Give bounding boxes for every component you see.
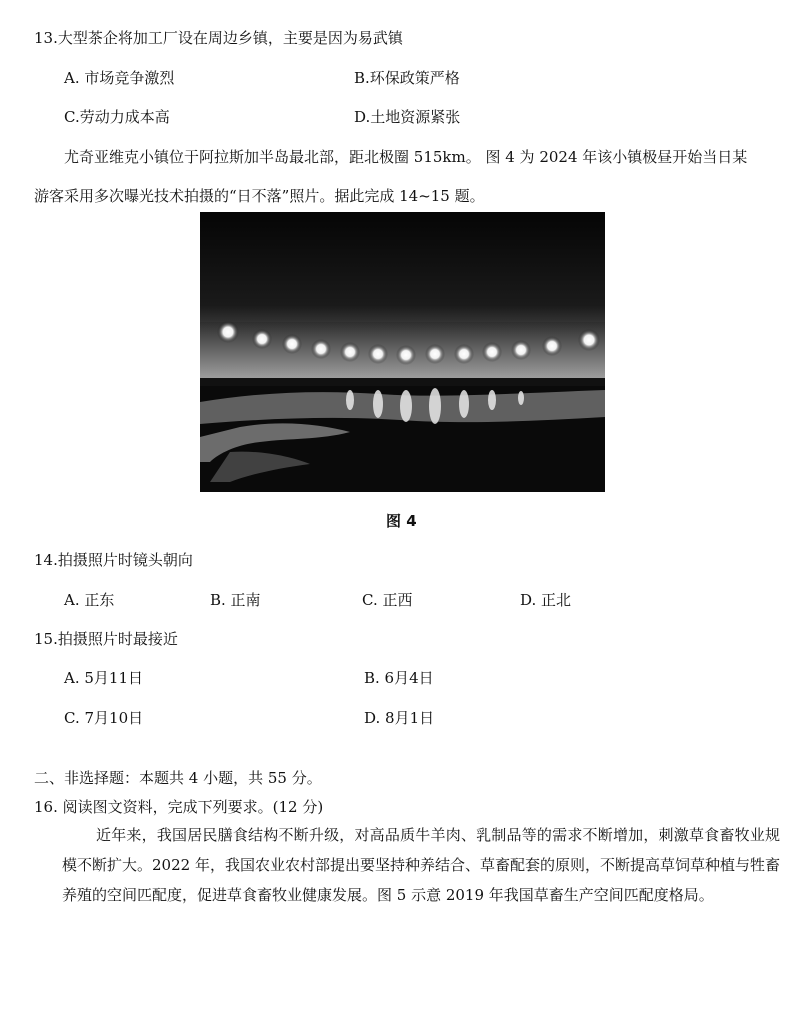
- photo-illustration: [200, 212, 605, 492]
- q16-paragraph: 近年来，我国居民膳食结构不断升级，对高品质牛羊肉、乳制品等的需求不断增加，刺激草食畜牧业规模不断扩大。2022 年，我国农业农村部提出要坚持种养结合、草畜配套的原则，不断提高草饲草种植与牲畜养殖的空间匹配度，促进草食畜牧业健康发展。图 5 示意 2019 年我国草畜生产空间匹配度格局。: [62, 826, 780, 904]
- q15-option-a: A. 5月11日: [64, 669, 143, 687]
- q14-stem: 14.拍摄照片时镜头朝向: [34, 551, 193, 569]
- q15-stem: 15.拍摄照片时最接近: [34, 630, 178, 648]
- q15-option-c: C. 7月10日: [64, 709, 144, 727]
- figure-caption: 图 4: [386, 512, 417, 530]
- q14-option-d: D. 正北: [520, 591, 572, 609]
- q13-stem: 13.大型茶企将加工厂设在周边乡镇，主要是因为易武镇: [34, 29, 403, 47]
- q15-option-d: D. 8月1日: [364, 709, 435, 727]
- q13-option-d: D.土地资源紧张: [354, 108, 461, 126]
- material-line-1: 尤奇亚维克小镇位于阿拉斯加半岛最北部，距北极圈 515km。 图 4 为 2024 年该小镇极昼开始当日某: [64, 148, 748, 166]
- section2-heading: 二、非选择题：本题共 4 小题，共 55 分。: [34, 769, 322, 787]
- q13-option-c: C.劳动力成本高: [64, 108, 170, 126]
- q14-option-a: A. 正东: [64, 591, 115, 609]
- midnight-sun-photo: [200, 212, 605, 492]
- q13-option-b: B.环保政策严格: [354, 69, 460, 87]
- q16-stem: 16. 阅读图文资料，完成下列要求。(12 分): [34, 798, 324, 816]
- q14-option-c: C. 正西: [362, 591, 413, 609]
- material-line-2: 游客采用多次曝光技术拍摄的“日不落”照片。据此完成 14~15 题。: [34, 187, 485, 205]
- q13-option-a: A. 市场竞争激烈: [64, 69, 175, 87]
- q15-option-b: B. 6月4日: [364, 669, 434, 687]
- q14-option-b: B. 正南: [210, 591, 261, 609]
